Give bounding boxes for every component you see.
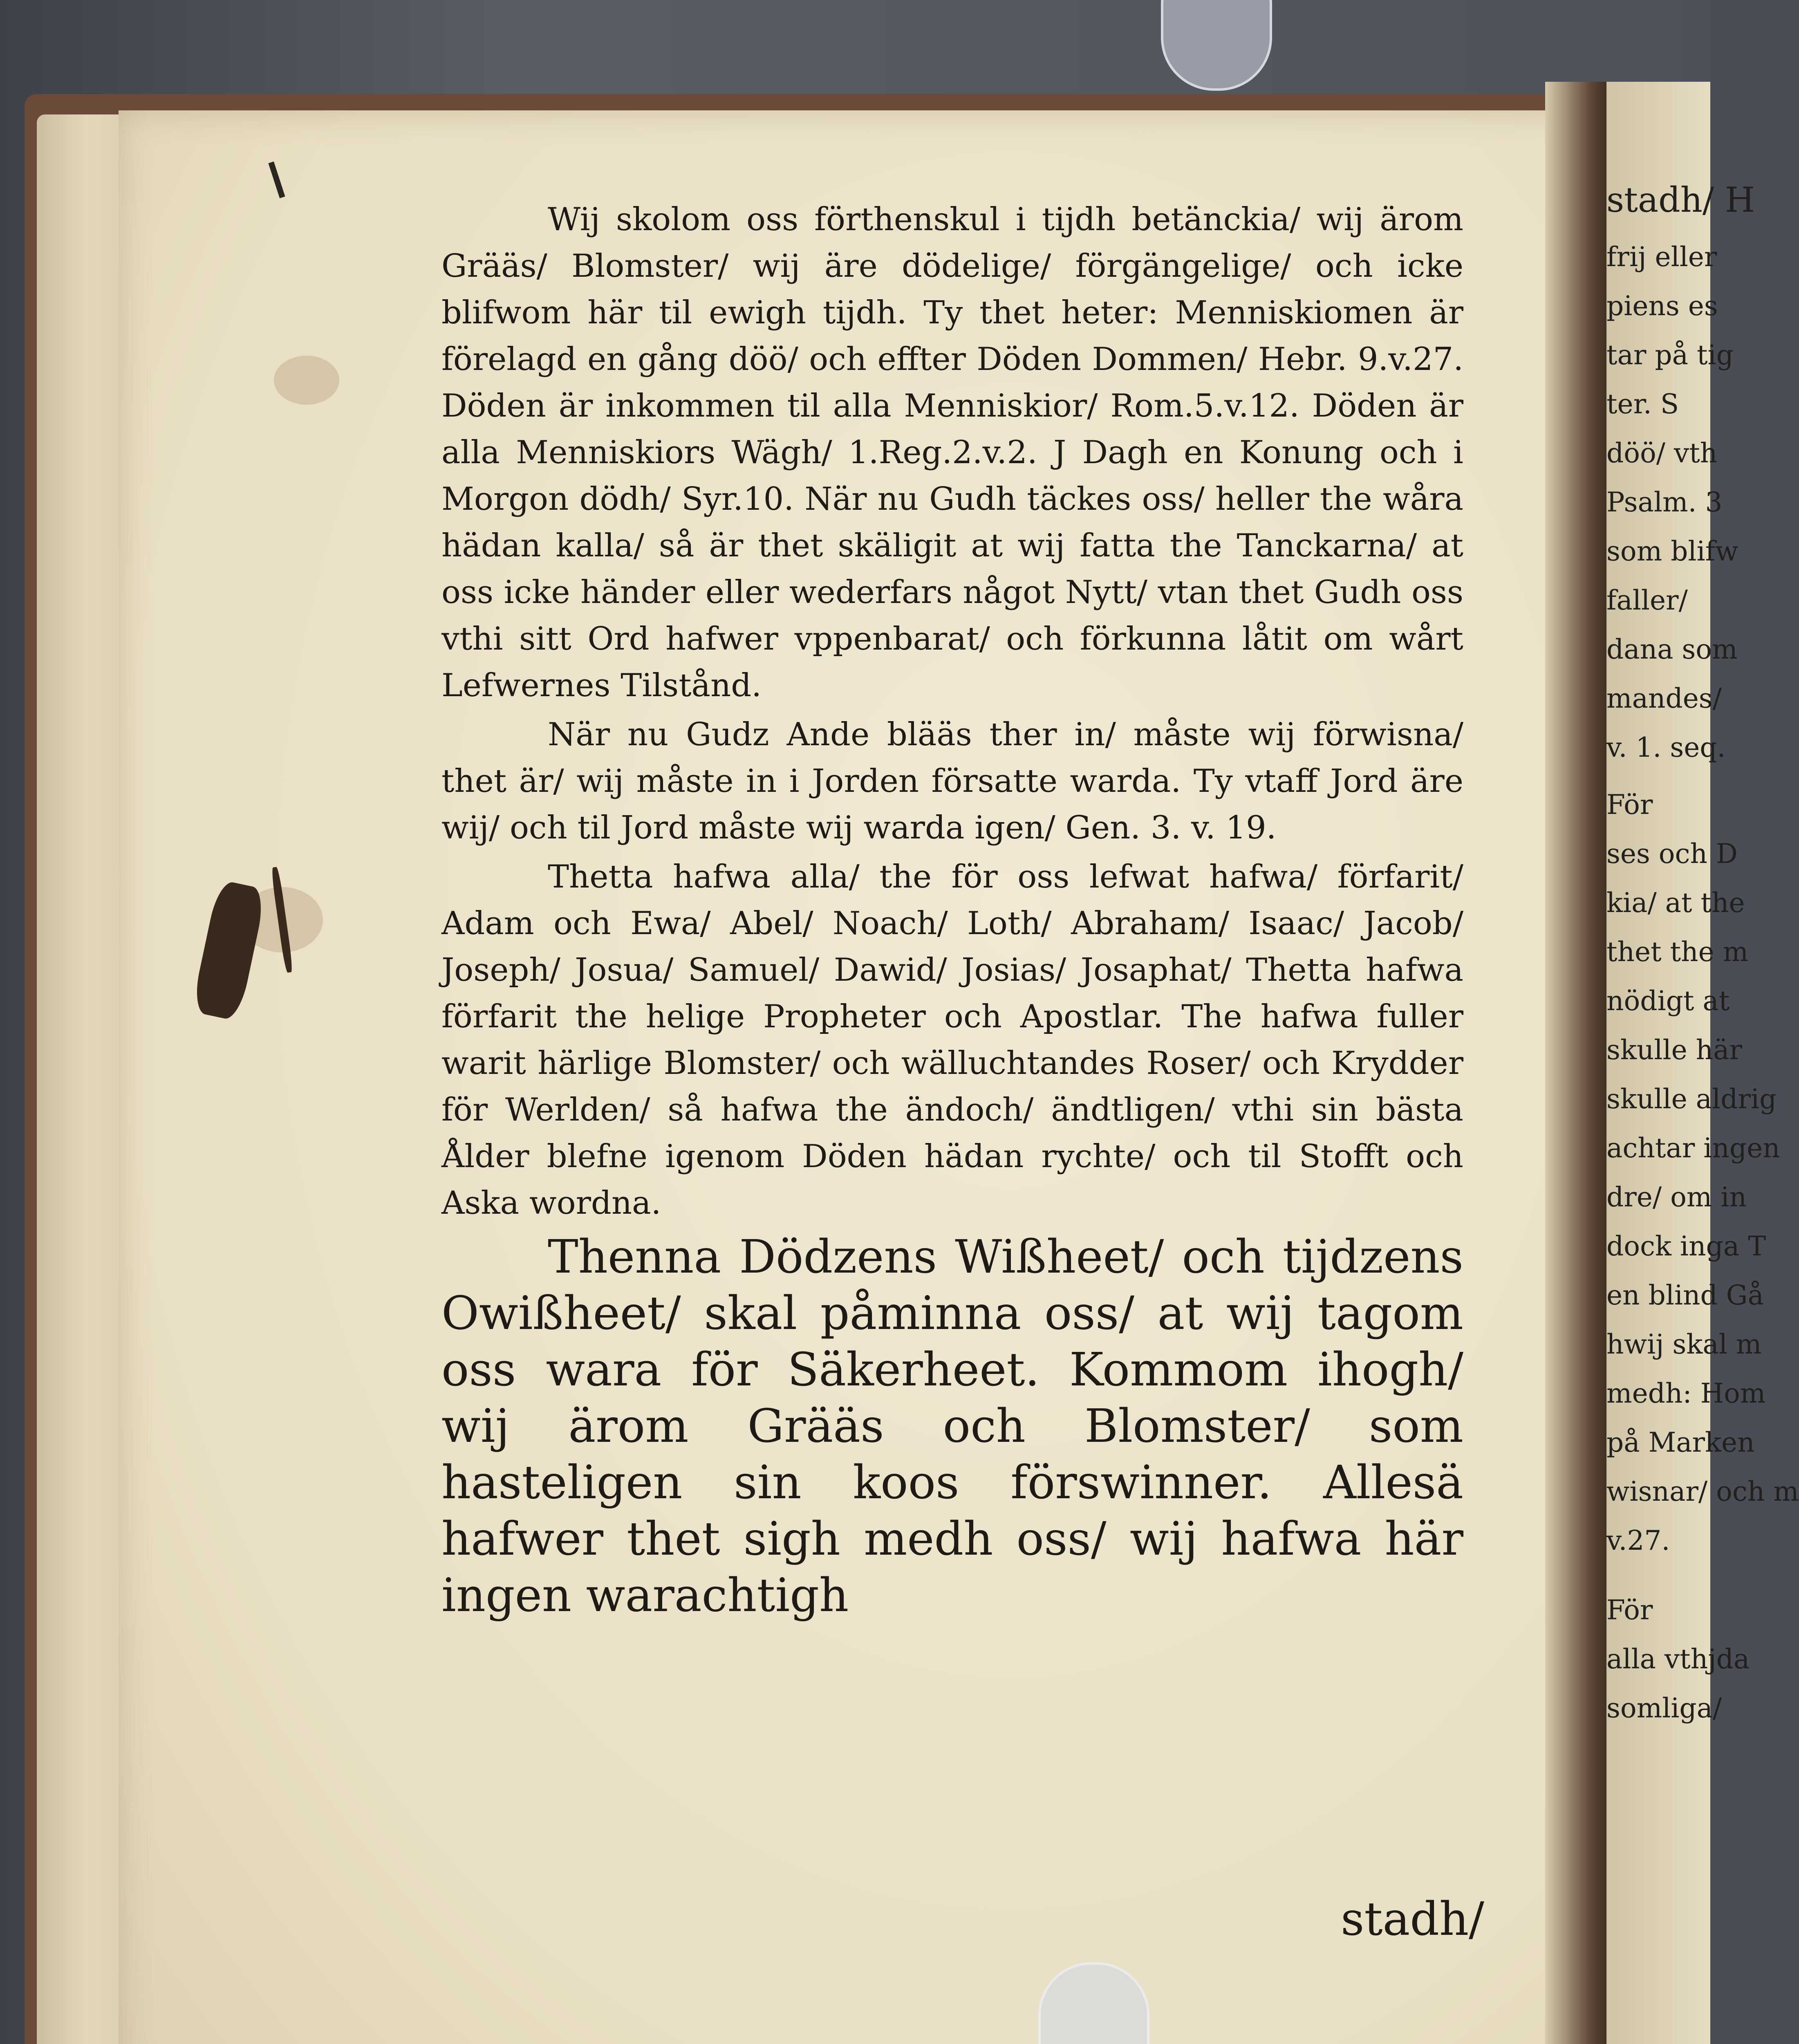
paragraph-2: När nu Gudz Ande blääs ther in/ måste wij förwisna/ thet är/ wij måste in i Jorden försatte warda. Ty vtaff Jord äre wij/ och til Jord måste wij warda igen/ Gen. 3. v. 19. (441, 716, 1463, 846)
facing-line: en blind Gå (1606, 1280, 1764, 1311)
paragraph-3: Thetta hafwa alla/ the för oss lefwat hafwa/ förfarit/ Adam och Ewa/ Abel/ Noach/ Loth/ Abraham/ Isaac/ Jacob/ Joseph/ Josua/ Samuel/ Dawid/ Josias/ Josaphat/ Thetta hafwa förfarit the helige Propheter och Apostlar. The hafwa fuller warit härlige Blomster/ och wälluchtandes Roser/ och Krydder för Werlden/ så hafwa the ändoch/ ändtligen/ vthi sin bästa Ålder blefne igenom Döden hädan rychte/ och til Stofft och Aska wordna. (441, 858, 1463, 1221)
facing-line: dre/ om in (1606, 1181, 1747, 1213)
facing-line: medh: Hom (1606, 1378, 1766, 1409)
facing-line: tar på tig (1606, 339, 1734, 371)
facing-line: För (1606, 789, 1653, 820)
facing-line: nödigt at (1606, 985, 1730, 1017)
facing-line: skulle aldrig (1606, 1083, 1777, 1115)
facing-line: dock inga T (1606, 1230, 1766, 1262)
facing-line: som blifw (1606, 536, 1739, 567)
facing-line: achtar ingen (1606, 1132, 1780, 1164)
catchword: stadh/ (1341, 1893, 1484, 1946)
facing-page (1606, 82, 1799, 2044)
facing-line: ter. S (1606, 388, 1679, 420)
facing-line: döö/ vth (1606, 437, 1718, 469)
book-gutter (1545, 82, 1611, 2044)
facing-line: kia/ at the (1606, 887, 1745, 919)
facing-line: alla vthjda (1606, 1643, 1750, 1675)
facing-line: v.27. (1606, 1525, 1670, 1556)
facing-line: frij eller (1606, 241, 1717, 273)
facing-line: v. 1. seq. (1606, 732, 1726, 763)
facing-line: För (1606, 1594, 1653, 1626)
facing-line: somliga/ (1606, 1692, 1722, 1724)
facing-line: thet the m (1606, 936, 1749, 968)
facing-line: Psalm. 3 (1606, 486, 1723, 518)
facing-line: wisnar/ och m (1606, 1476, 1799, 1507)
paper-stain (274, 356, 339, 405)
paragraph-1: Wij skolom oss förthenskul i tijdh betänckia/ wij ärom Grääs/ Blomster/ wij äre dödelige/ förgängelige/ och icke blifwom här til ewigh tijdh. Ty thet heter: Menniskiomen är förelagd en gång döö/ och effter Döden Dommen/ Hebr. 9.v.27. Döden är inkommen til alla Menniskior/ Rom.5.v.12. Döden är alla Menniskiors Wägh/ 1.Reg.2.v.2. J Dagh en Konung och i Morgon dödh/ Syr.10. När nu Gudh täckes oss/ heller the wåra hädan kalla/ så är thet skäligit at wij fatta the Tanckarna/ at oss icke händer eller wederfars något Nytt/ vtan thet Gudh oss vthi sitt Ord hafwer vppenbarat/ och förkunna låtit om wårt Lefwernes Tilstånd. (441, 201, 1463, 704)
facing-line: piens es (1606, 290, 1718, 322)
facing-line: på Marken (1606, 1427, 1755, 1458)
facing-line: faller/ (1606, 585, 1688, 616)
facing-line: mandes/ (1606, 683, 1722, 714)
facing-line: stadh/ H (1606, 180, 1755, 220)
main-text (441, 196, 1463, 1626)
facing-line: skulle här (1606, 1034, 1743, 1066)
paragraph-4: Thenna Dödzens Wißheet/ och tijdzens Owißheet/ skal påminna oss/ at wij tagom oss wara för Säkerheet. Kommom ihogh/ wij ärom Grääs och Blomster/ som hasteligen sin koos förswinner. Allesä hafwer thet sigh medh oss/ wij hafwa här ingen warachtigh (441, 1230, 1463, 1622)
facing-line: dana som (1606, 634, 1738, 665)
facing-line: hwij skal m (1606, 1329, 1762, 1360)
facing-line: ses och D (1606, 838, 1738, 870)
